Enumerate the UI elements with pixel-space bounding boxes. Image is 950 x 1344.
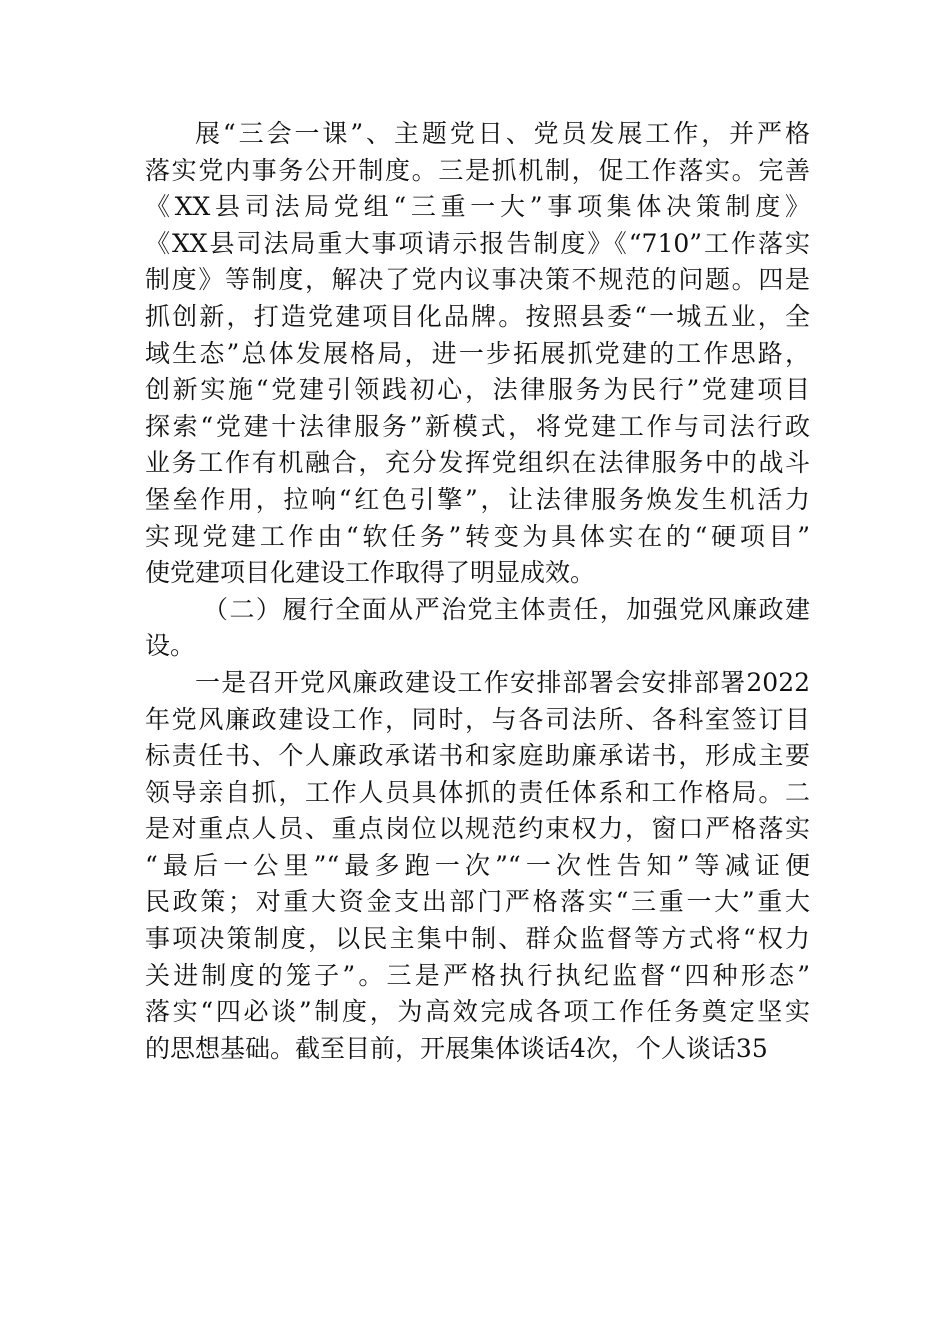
- heading-line: （二）履行全面从严治党主体责任，加强党风廉政建: [203, 594, 810, 624]
- paragraph-line: 落实党内事务公开制度。三是抓机制，促工作落实。完善: [145, 155, 810, 185]
- paragraph-line: 展“三会一课”、主题党日、党员发展工作，并严格: [195, 119, 810, 148]
- section-heading: [145, 592, 810, 665]
- paragraph-line: 年党风廉政建设工作，同时，与各司法所、各科室签订目: [145, 704, 810, 734]
- paragraph-line: 堡垒作用，拉响“红色引擎”，让法律服务焕发生机活力: [145, 484, 810, 514]
- paragraph-line: 关进制度的笼子”。三是严格执行执纪监督“四种形态”: [145, 960, 810, 990]
- paragraph-line: 域生态”总体发展格局，进一步拓展抓党建的工作思路，: [145, 338, 810, 368]
- paragraph-1: [145, 116, 810, 592]
- paragraph-line: 事项决策制度，以民主集中制、群众监督等方式将“权力: [145, 924, 810, 954]
- paragraph-line: 实现党建工作由“软任务”转变为具体实在的“硬项目”: [145, 521, 810, 551]
- paragraph-line: 业务工作有机融合，充分发挥党组织在法律服务中的战斗: [145, 448, 810, 478]
- paragraph-line: 《XX县司法局党组“三重一大”事项集体决策制度》: [145, 192, 810, 222]
- paragraph-line: 民政策；对重大资金支出部门严格落实“三重一大”重大: [145, 887, 810, 917]
- paragraph-line: 探索“党建十法律服务”新模式，将党建工作与司法行政: [145, 411, 810, 441]
- heading-line: 设。: [145, 631, 196, 661]
- paragraph-line: 《XX县司法局重大事项请示报告制度》《“710”工作落实: [145, 228, 810, 258]
- paragraph-line: 使党建项目化建设工作取得了明显成效。: [145, 558, 596, 588]
- paragraph-line: 领导亲自抓，工作人员具体抓的责任体系和工作格局。二: [145, 777, 810, 807]
- paragraph-line: 创新实施“党建引领践初心，法律服务为民行”党建项目: [145, 375, 810, 405]
- paragraph-line: 一是召开党风廉政建设工作安排部署会安排部署2022: [195, 667, 810, 697]
- paragraph-line: 落实“四必谈”制度，为高效完成各项工作任务奠定坚实: [145, 997, 810, 1027]
- paragraph-line: “最后一公里”“最多跑一次”“一次性告知”等减证便: [145, 850, 810, 880]
- paragraph-line: 是对重点人员、重点岗位以规范约束权力，窗口严格落实: [145, 814, 810, 844]
- document-body: [145, 116, 810, 1067]
- paragraph-2: [145, 665, 810, 1068]
- paragraph-line: 标责任书、个人廉政承诺书和家庭助廉承诺书，形成主要: [145, 741, 810, 771]
- paragraph-line: 抓创新，打造党建项目化品牌。按照县委“一城五业，全: [145, 301, 810, 331]
- paragraph-line: 制度》等制度，解决了党内议事决策不规范的问题。四是: [145, 265, 810, 295]
- paragraph-line: 的思想基础。截至目前，开展集体谈话4次，个人谈话35: [145, 1033, 768, 1063]
